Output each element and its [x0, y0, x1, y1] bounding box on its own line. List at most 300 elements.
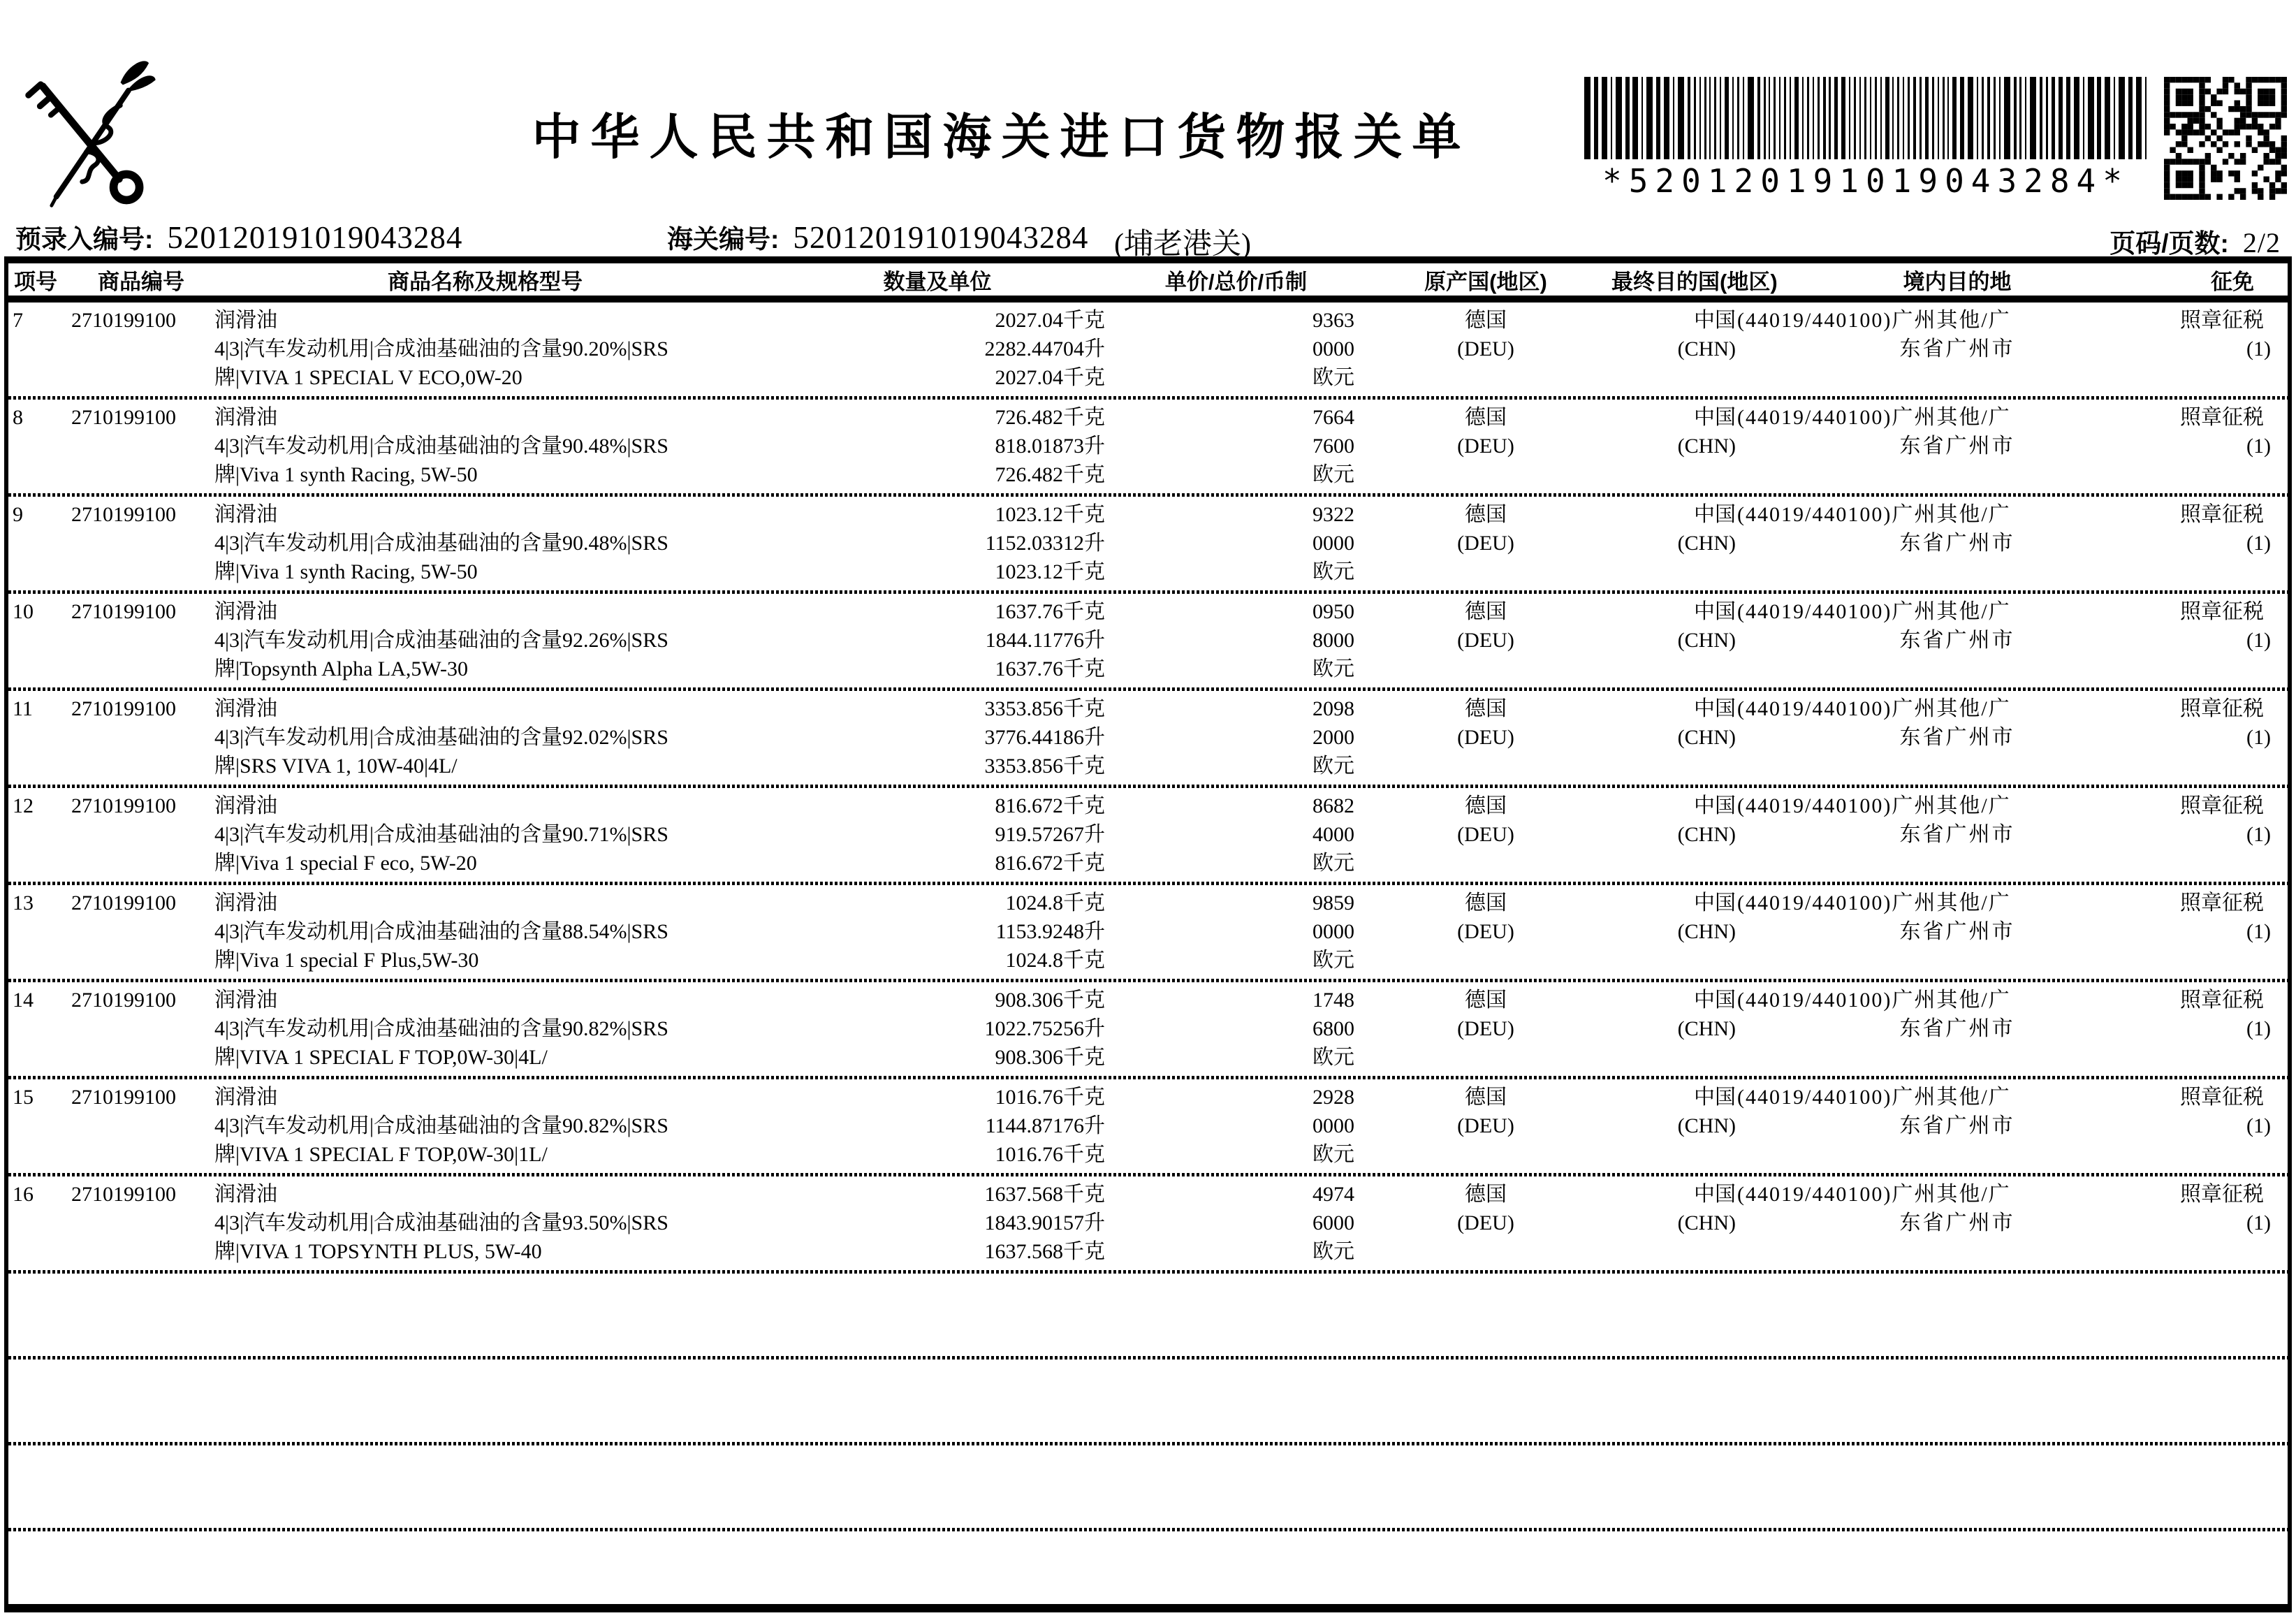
cell-item-no — [8, 889, 71, 979]
quantity-kg-2: 1637.568千克 — [984, 1240, 1105, 1263]
table-row — [8, 1079, 2288, 1173]
commodity-code: 2710199100 — [71, 600, 176, 623]
quantity-kg-2: 816.672千克 — [995, 852, 1105, 875]
destination-country-name: 中国 — [1694, 794, 1736, 817]
cell-name-spec — [214, 792, 840, 882]
goods-name: 润滑油 — [214, 503, 277, 526]
domestic-destination-line-1: (44019/440100)广州其他/广 — [1737, 794, 2011, 817]
cell-item-no — [8, 986, 71, 1076]
item-no: 8 — [13, 406, 23, 429]
destination-country-name: 中国 — [1694, 1183, 1736, 1206]
duty-exemption-type: 照章征税 — [2180, 406, 2264, 429]
table-row — [8, 982, 2288, 1076]
col-header-name-spec: 商品名称及规格型号 — [388, 269, 583, 294]
quantity-liters: 1144.87176升 — [985, 1114, 1105, 1137]
destination-country-code: (CHN) — [1677, 629, 1736, 652]
goods-name: 润滑油 — [214, 1086, 277, 1109]
price-line-2: 6000 — [1312, 1211, 1354, 1234]
cell-commodity-code — [71, 694, 214, 785]
origin-country-name: 德国 — [1465, 309, 1507, 332]
quantity-liters: 1152.03312升 — [985, 532, 1105, 555]
duty-exemption-code: (1) — [2246, 337, 2271, 360]
col-header-commodity-code: 商品编号 — [98, 269, 184, 294]
goods-brand: 牌|Viva 1 synth Racing, 5W-50 — [214, 463, 478, 486]
cell-destination-country — [1611, 986, 1737, 1076]
currency: 欧元 — [1312, 852, 1354, 875]
domestic-destination-line-2: 东省广州市 — [1899, 532, 2015, 555]
goods-spec: 4|3|汽车发动机用|合成油基础油的含量90.48%|SRS — [214, 435, 668, 458]
cell-commodity-code — [71, 792, 214, 882]
goods-brand: 牌|Viva 1 special F Plus,5W-30 — [214, 949, 479, 972]
cell-price-currency — [1112, 1083, 1360, 1173]
domestic-destination-line-2: 东省广州市 — [1899, 920, 2015, 943]
cell-name-spec — [214, 403, 840, 493]
item-no: 14 — [13, 989, 34, 1012]
quantity-kg-2: 1023.12千克 — [995, 560, 1105, 583]
origin-country-code: (DEU) — [1457, 1211, 1514, 1234]
col-header-quantity-unit: 数量及单位 — [883, 269, 992, 294]
cell-domestic-destination — [1737, 1180, 2177, 1270]
domestic-destination-line-2: 东省广州市 — [1899, 629, 2015, 652]
cell-price-currency — [1112, 597, 1360, 687]
quantity-liters: 1153.9248升 — [995, 920, 1105, 943]
quantity-kg-2: 1024.8千克 — [1005, 949, 1105, 972]
goods-brand: 牌|VIVA 1 SPECIAL F TOP,0W-30|1L/ — [214, 1143, 548, 1166]
destination-country-code: (CHN) — [1677, 1114, 1736, 1137]
cell-origin-country — [1360, 694, 1611, 785]
origin-country-code: (DEU) — [1457, 337, 1514, 360]
table-row — [8, 1176, 2288, 1270]
goods-name: 润滑油 — [214, 891, 277, 914]
duty-exemption-type: 照章征税 — [2180, 600, 2264, 623]
cell-name-spec — [214, 1180, 840, 1270]
duty-exemption-code: (1) — [2246, 726, 2271, 749]
duty-exemption-type: 照章征税 — [2180, 309, 2264, 332]
cell-destination-country — [1611, 403, 1737, 493]
origin-country-name: 德国 — [1465, 1086, 1507, 1109]
domestic-destination-line-1: (44019/440100)广州其他/广 — [1737, 309, 2011, 332]
table-header-row — [8, 263, 2288, 303]
currency: 欧元 — [1312, 755, 1354, 778]
quantity-kg: 1023.12千克 — [995, 503, 1105, 526]
col-header-item-no: 项号 — [14, 269, 57, 294]
cell-duty-exemption — [2177, 792, 2288, 882]
domestic-destination-line-2: 东省广州市 — [1899, 435, 2015, 458]
currency: 欧元 — [1312, 560, 1354, 583]
commodity-code: 2710199100 — [71, 1183, 176, 1206]
barcode-bars-icon — [1584, 77, 2147, 159]
domestic-destination-line-2: 东省广州市 — [1899, 823, 2015, 846]
price-line-1: 7664 — [1312, 406, 1354, 429]
destination-country-code: (CHN) — [1677, 532, 1736, 555]
cell-duty-exemption — [2177, 306, 2288, 396]
quantity-liters: 818.01873升 — [995, 435, 1105, 458]
cell-item-no — [8, 792, 71, 882]
goods-name: 润滑油 — [214, 600, 277, 623]
goods-spec: 4|3|汽车发动机用|合成油基础油的含量93.50%|SRS — [214, 1211, 668, 1234]
cell-item-no — [8, 694, 71, 785]
cell-name-spec — [214, 986, 840, 1076]
cell-price-currency — [1112, 500, 1360, 590]
domestic-destination-line-1: (44019/440100)广州其他/广 — [1737, 600, 2011, 623]
goods-table — [4, 256, 2292, 1612]
cell-quantity-unit — [840, 1180, 1112, 1270]
empty-row — [8, 1360, 2288, 1442]
origin-country-name: 德国 — [1465, 503, 1507, 526]
cell-price-currency — [1112, 986, 1360, 1076]
cell-origin-country — [1360, 500, 1611, 590]
pre-entry-number-field — [15, 218, 462, 256]
customs-number-label: 海关编号: — [667, 225, 780, 254]
commodity-code: 2710199100 — [71, 1086, 176, 1109]
table-row — [8, 303, 2288, 396]
barcode — [1584, 77, 2147, 200]
commodity-code: 2710199100 — [71, 503, 176, 526]
quantity-liters: 3776.44186升 — [984, 726, 1105, 749]
price-line-1: 1748 — [1312, 989, 1354, 1012]
cell-domestic-destination — [1737, 597, 2177, 687]
cell-quantity-unit — [840, 694, 1112, 785]
cell-name-spec — [214, 1083, 840, 1173]
table-row — [8, 497, 2288, 590]
origin-country-code: (DEU) — [1457, 629, 1514, 652]
cell-item-no — [8, 1083, 71, 1173]
goods-brand: 牌|VIVA 1 SPECIAL F TOP,0W-30|4L/ — [214, 1046, 548, 1069]
currency: 欧元 — [1312, 1046, 1354, 1069]
cell-quantity-unit — [840, 889, 1112, 979]
quantity-liters: 1022.75256升 — [984, 1017, 1105, 1040]
cell-domestic-destination — [1737, 986, 2177, 1076]
cell-commodity-code — [71, 1180, 214, 1270]
destination-country-code: (CHN) — [1677, 1211, 1736, 1234]
table-row — [8, 594, 2288, 687]
domestic-destination-line-2: 东省广州市 — [1899, 1017, 2015, 1040]
origin-country-name: 德国 — [1465, 1183, 1507, 1206]
price-line-1: 2098 — [1312, 697, 1354, 720]
destination-country-name: 中国 — [1694, 697, 1736, 720]
cell-origin-country — [1360, 306, 1611, 396]
origin-country-code: (DEU) — [1457, 1114, 1514, 1137]
origin-country-code: (DEU) — [1457, 920, 1514, 943]
cell-origin-country — [1360, 403, 1611, 493]
origin-country-code: (DEU) — [1457, 823, 1514, 846]
origin-country-name: 德国 — [1465, 891, 1507, 914]
origin-country-code: (DEU) — [1457, 435, 1514, 458]
cell-domestic-destination — [1737, 403, 2177, 493]
goods-brand: 牌|VIVA 1 SPECIAL V ECO,0W-20 — [214, 366, 522, 389]
quantity-kg-2: 2027.04千克 — [995, 366, 1105, 389]
barcode-text: *520120191019043284* — [1602, 162, 2129, 200]
duty-exemption-code: (1) — [2246, 1211, 2271, 1234]
cell-commodity-code — [71, 597, 214, 687]
cell-item-no — [8, 500, 71, 590]
price-line-2: 4000 — [1312, 823, 1354, 846]
goods-spec: 4|3|汽车发动机用|合成油基础油的含量90.20%|SRS — [214, 337, 668, 360]
cell-destination-country — [1611, 792, 1737, 882]
cell-quantity-unit — [840, 306, 1112, 396]
cell-item-no — [8, 1180, 71, 1270]
cell-domestic-destination — [1737, 889, 2177, 979]
quantity-kg: 1016.76千克 — [995, 1086, 1105, 1109]
page-number-field — [2109, 222, 2281, 260]
cell-quantity-unit — [840, 597, 1112, 687]
cell-domestic-destination — [1737, 306, 2177, 396]
cell-price-currency — [1112, 792, 1360, 882]
goods-spec: 4|3|汽车发动机用|合成油基础油的含量92.02%|SRS — [214, 726, 668, 749]
cell-item-no — [8, 403, 71, 493]
price-line-2: 8000 — [1312, 629, 1354, 652]
goods-name: 润滑油 — [214, 1183, 277, 1206]
domestic-destination-line-1: (44019/440100)广州其他/广 — [1737, 1086, 2011, 1109]
customs-office: (埔老港关) — [1114, 228, 1251, 261]
duty-exemption-type: 照章征税 — [2180, 503, 2264, 526]
goods-brand: 牌|SRS VIVA 1, 10W-40|4L/ — [214, 755, 458, 778]
domestic-destination-line-2: 东省广州市 — [1899, 726, 2015, 749]
domestic-destination-line-2: 东省广州市 — [1899, 337, 2015, 360]
goods-spec: 4|3|汽车发动机用|合成油基础油的含量88.54%|SRS — [214, 920, 668, 943]
destination-country-code: (CHN) — [1677, 337, 1736, 360]
page-number-value: 2/2 — [2242, 227, 2281, 258]
quantity-kg: 726.482千克 — [995, 406, 1105, 429]
price-line-1: 9859 — [1312, 891, 1354, 914]
origin-country-code: (DEU) — [1457, 1017, 1514, 1040]
quantity-liters: 1844.11776升 — [985, 629, 1105, 652]
destination-country-name: 中国 — [1694, 989, 1736, 1012]
destination-country-code: (CHN) — [1677, 726, 1736, 749]
cell-price-currency — [1112, 889, 1360, 979]
cell-quantity-unit — [840, 1083, 1112, 1173]
price-line-1: 2928 — [1312, 1086, 1354, 1109]
cell-destination-country — [1611, 1083, 1737, 1173]
duty-exemption-type: 照章征税 — [2180, 989, 2264, 1012]
destination-country-code: (CHN) — [1677, 435, 1736, 458]
destination-country-name: 中国 — [1694, 503, 1736, 526]
cell-domestic-destination — [1737, 792, 2177, 882]
quantity-kg: 1637.568千克 — [984, 1183, 1105, 1206]
origin-country-code: (DEU) — [1457, 532, 1514, 555]
cell-domestic-destination — [1737, 500, 2177, 590]
quantity-kg-2: 3353.856千克 — [984, 755, 1105, 778]
duty-exemption-code: (1) — [2246, 920, 2271, 943]
empty-row — [8, 1274, 2288, 1356]
cell-name-spec — [214, 597, 840, 687]
destination-country-name: 中国 — [1694, 1086, 1736, 1109]
cell-origin-country — [1360, 792, 1611, 882]
destination-country-name: 中国 — [1694, 309, 1736, 332]
duty-exemption-code: (1) — [2246, 532, 2271, 555]
item-no: 16 — [13, 1183, 34, 1206]
price-line-2: 2000 — [1312, 726, 1354, 749]
table-row — [8, 400, 2288, 493]
destination-country-code: (CHN) — [1677, 1017, 1736, 1040]
cell-name-spec — [214, 500, 840, 590]
table-body — [8, 303, 2288, 1274]
duty-exemption-code: (1) — [2246, 435, 2271, 458]
domestic-destination-line-2: 东省广州市 — [1899, 1211, 2015, 1234]
domestic-destination-line-1: (44019/440100)广州其他/广 — [1737, 406, 2011, 429]
cell-price-currency — [1112, 694, 1360, 785]
goods-name: 润滑油 — [214, 697, 277, 720]
item-no: 11 — [13, 697, 33, 720]
commodity-code: 2710199100 — [71, 406, 176, 429]
cell-domestic-destination — [1737, 1083, 2177, 1173]
goods-brand: 牌|Viva 1 special F eco, 5W-20 — [214, 852, 477, 875]
cell-quantity-unit — [840, 792, 1112, 882]
col-header-origin-country: 原产国(地区) — [1424, 269, 1547, 294]
table-row — [8, 691, 2288, 785]
cell-duty-exemption — [2177, 889, 2288, 979]
currency: 欧元 — [1312, 949, 1354, 972]
goods-brand: 牌|VIVA 1 TOPSYNTH PLUS, 5W-40 — [214, 1240, 542, 1263]
cell-duty-exemption — [2177, 1083, 2288, 1173]
currency: 欧元 — [1312, 657, 1354, 680]
destination-country-name: 中国 — [1694, 891, 1736, 914]
price-line-2: 0000 — [1312, 920, 1354, 943]
cell-commodity-code — [71, 500, 214, 590]
cell-duty-exemption — [2177, 986, 2288, 1076]
destination-country-code: (CHN) — [1677, 920, 1736, 943]
quantity-kg: 1024.8千克 — [1005, 891, 1105, 914]
price-line-2: 0000 — [1312, 337, 1354, 360]
item-no: 9 — [13, 503, 23, 526]
cell-commodity-code — [71, 403, 214, 493]
goods-name: 润滑油 — [214, 406, 277, 429]
goods-spec: 4|3|汽车发动机用|合成油基础油的含量90.82%|SRS — [214, 1017, 668, 1040]
destination-country-name: 中国 — [1694, 406, 1736, 429]
cell-quantity-unit — [840, 403, 1112, 493]
goods-name: 润滑油 — [214, 309, 277, 332]
cell-duty-exemption — [2177, 500, 2288, 590]
quantity-kg: 3353.856千克 — [984, 697, 1105, 720]
item-no: 12 — [13, 794, 34, 817]
quantity-kg: 2027.04千克 — [995, 309, 1105, 332]
pre-entry-label: 预录入编号: — [15, 225, 154, 254]
cell-commodity-code — [71, 306, 214, 396]
currency: 欧元 — [1312, 463, 1354, 486]
price-line-1: 9363 — [1312, 309, 1354, 332]
col-header-domestic-destination: 境内目的地 — [1903, 269, 2012, 294]
cell-commodity-code — [71, 889, 214, 979]
quantity-kg-2: 1637.76千克 — [995, 657, 1105, 680]
item-no: 7 — [13, 309, 23, 332]
price-line-1: 4974 — [1312, 1183, 1354, 1206]
price-line-2: 0000 — [1312, 532, 1354, 555]
domestic-destination-line-1: (44019/440100)广州其他/广 — [1737, 697, 2011, 720]
price-line-2: 0000 — [1312, 1114, 1354, 1137]
cell-duty-exemption — [2177, 694, 2288, 785]
cell-name-spec — [214, 889, 840, 979]
col-header-price-currency: 单价/总价/币制 — [1164, 269, 1308, 294]
page-title: 中华人民共和国海关进口货物报关单 — [532, 111, 1471, 165]
cell-commodity-code — [71, 986, 214, 1076]
goods-brand: 牌|Topsynth Alpha LA,5W-30 — [214, 657, 469, 680]
quantity-kg: 908.306千克 — [995, 989, 1105, 1012]
cell-price-currency — [1112, 306, 1360, 396]
quantity-kg-2: 726.482千克 — [995, 463, 1105, 486]
empty-row — [8, 1531, 2288, 1604]
duty-exemption-type: 照章征税 — [2180, 794, 2264, 817]
cell-domestic-destination — [1737, 694, 2177, 785]
cell-destination-country — [1611, 889, 1737, 979]
domestic-destination-line-1: (44019/440100)广州其他/广 — [1737, 1183, 2011, 1206]
commodity-code: 2710199100 — [71, 309, 176, 332]
commodity-code: 2710199100 — [71, 891, 176, 914]
price-line-2: 7600 — [1312, 435, 1354, 458]
item-no: 10 — [13, 600, 34, 623]
cell-commodity-code — [71, 1083, 214, 1173]
domestic-destination-line-2: 东省广州市 — [1899, 1114, 2015, 1137]
goods-spec: 4|3|汽车发动机用|合成油基础油的含量90.71%|SRS — [214, 823, 668, 846]
quantity-liters: 919.57267升 — [995, 823, 1105, 846]
commodity-code: 2710199100 — [71, 697, 176, 720]
duty-exemption-type: 照章征税 — [2180, 697, 2264, 720]
domestic-destination-line-1: (44019/440100)广州其他/广 — [1737, 503, 2011, 526]
goods-brand: 牌|Viva 1 synth Racing, 5W-50 — [214, 560, 478, 583]
goods-spec: 4|3|汽车发动机用|合成油基础油的含量90.48%|SRS — [214, 532, 668, 555]
destination-country-name: 中国 — [1694, 600, 1736, 623]
quantity-kg: 816.672千克 — [995, 794, 1105, 817]
cell-duty-exemption — [2177, 1180, 2288, 1270]
origin-country-name: 德国 — [1465, 794, 1507, 817]
currency: 欧元 — [1312, 1240, 1354, 1263]
price-line-1: 9322 — [1312, 503, 1354, 526]
price-line-2: 6800 — [1312, 1017, 1354, 1040]
cell-destination-country — [1611, 597, 1737, 687]
price-line-1: 8682 — [1312, 794, 1354, 817]
cell-origin-country — [1360, 597, 1611, 687]
commodity-code: 2710199100 — [71, 989, 176, 1012]
domestic-destination-line-1: (44019/440100)广州其他/广 — [1737, 891, 2011, 914]
duty-exemption-type: 照章征税 — [2180, 1183, 2264, 1206]
col-header-duty-exemption: 征免 — [2211, 269, 2254, 294]
duty-exemption-code: (1) — [2246, 1017, 2271, 1040]
qr-code-icon — [2164, 77, 2287, 200]
cell-duty-exemption — [2177, 597, 2288, 687]
cell-item-no — [8, 306, 71, 396]
col-header-destination-country: 最终目的国(地区) — [1611, 269, 1778, 294]
destination-country-code: (CHN) — [1677, 823, 1736, 846]
goods-spec: 4|3|汽车发动机用|合成油基础油的含量90.82%|SRS — [214, 1114, 668, 1137]
table-row — [8, 885, 2288, 979]
origin-country-name: 德国 — [1465, 406, 1507, 429]
duty-exemption-code: (1) — [2246, 1114, 2271, 1137]
domestic-destination-line-1: (44019/440100)广州其他/广 — [1737, 989, 2011, 1012]
quantity-kg: 1637.76千克 — [995, 600, 1105, 623]
duty-exemption-type: 照章征税 — [2180, 891, 2264, 914]
cell-item-no — [8, 597, 71, 687]
table-row — [8, 788, 2288, 882]
price-line-1: 0950 — [1312, 600, 1354, 623]
cell-origin-country — [1360, 889, 1611, 979]
pre-entry-value: 520120191019043284 — [167, 220, 463, 255]
currency: 欧元 — [1312, 1143, 1354, 1166]
cell-origin-country — [1360, 1180, 1611, 1270]
customs-number-value: 520120191019043284 — [793, 220, 1089, 255]
cell-quantity-unit — [840, 986, 1112, 1076]
cell-duty-exemption — [2177, 403, 2288, 493]
item-no: 13 — [13, 891, 34, 914]
goods-name: 润滑油 — [214, 989, 277, 1012]
cell-name-spec — [214, 694, 840, 785]
origin-country-name: 德国 — [1465, 989, 1507, 1012]
item-no: 15 — [13, 1086, 34, 1109]
origin-country-code: (DEU) — [1457, 726, 1514, 749]
cell-quantity-unit — [840, 500, 1112, 590]
cell-origin-country — [1360, 1083, 1611, 1173]
quantity-kg-2: 908.306千克 — [995, 1046, 1105, 1069]
customs-number-field — [667, 218, 1088, 256]
goods-name: 润滑油 — [214, 794, 277, 817]
